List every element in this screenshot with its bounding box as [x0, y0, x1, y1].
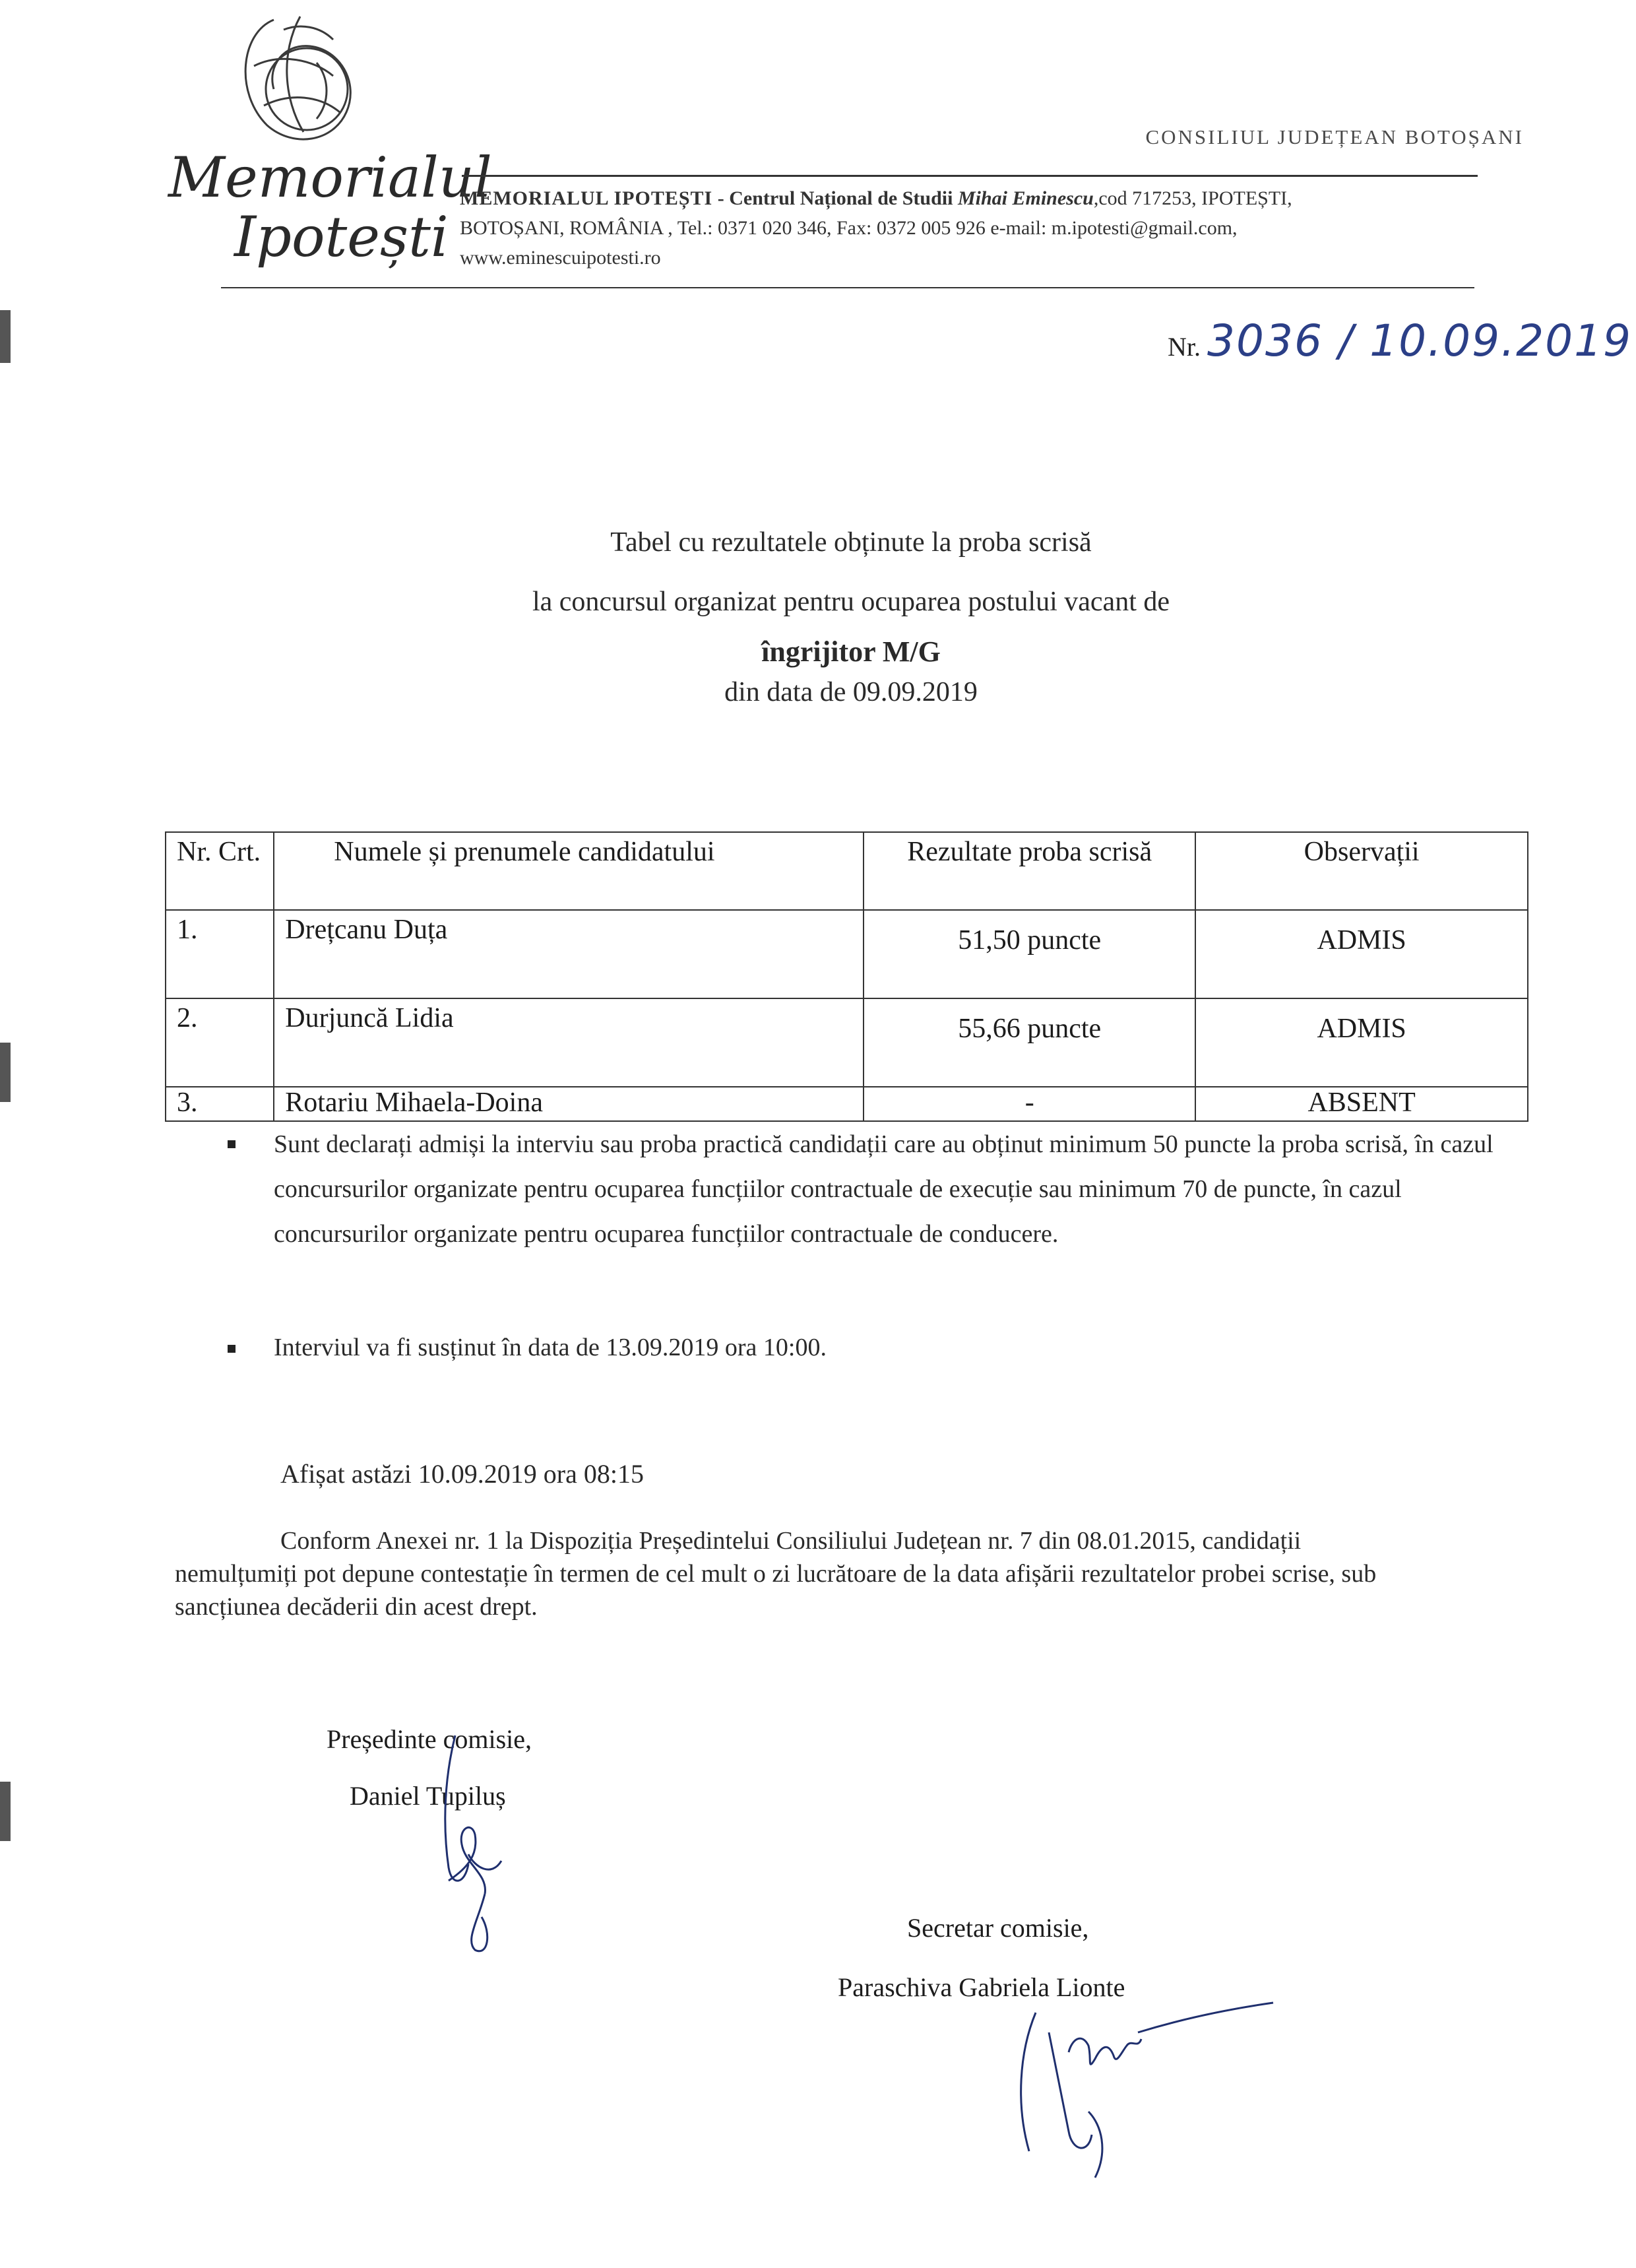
cell-result: 55,66 puncte	[864, 998, 1195, 1087]
eminescu-name: Mihai Eminescu	[957, 187, 1094, 209]
president-title: Președinte comisie,	[327, 1724, 532, 1754]
bullet-icon	[228, 1140, 236, 1148]
cell-result: -	[864, 1087, 1195, 1121]
cell-observation: ABSENT	[1195, 1087, 1528, 1121]
cell-name: Drețcanu Duța	[274, 910, 864, 998]
title-line1: Tabel cu rezultatele obținute la proba scrisă	[610, 527, 1092, 558]
secretary-name: Paraschiva Gabriela Lionte	[838, 1972, 1125, 2002]
org-name: MEMORIALUL IPOTEȘTI	[460, 187, 713, 209]
postal-code: ,cod 717253, IPOTEȘTI,	[1093, 187, 1292, 209]
table-header-row	[166, 832, 1528, 910]
scan-edge-mark	[0, 310, 11, 363]
col-header-nr: Nr. Crt.	[166, 832, 274, 910]
results-table	[165, 831, 1528, 1122]
table-row	[166, 998, 1528, 1087]
memorial-logo	[168, 13, 492, 277]
cell-name: Rotariu Mihaela-Doina	[274, 1087, 864, 1121]
logo-text-line1: Memorialul	[168, 145, 492, 210]
appeal-notice: Conform Anexei nr. 1 la Dispoziția Președintelui Consiliului Județean nr. 7 din 08.01.2015, candidații nemulțumiți pot depune contestație în termen de cel mult o zi lucrătoare de la data afișării rezultatelor probei scrise, sub sancțiunea decăderii din acest drept.	[175, 1527, 1377, 1621]
president-signature-icon	[429, 1722, 528, 1953]
council-name: CONSILIUL JUDEȚEAN BOTOȘANI	[1145, 125, 1524, 148]
cell-name: Durjuncă Lidia	[274, 998, 864, 1087]
address-line2: BOTOȘANI, ROMÂNIA , Tel.: 0371 020 346, Fax: 0372 005 926 e-mail: m.ipotesti@gmail.com,	[460, 217, 1238, 239]
registration-label: Nr.	[1168, 332, 1201, 362]
cell-nr: 2.	[166, 998, 274, 1087]
exam-date: din data de 09.09.2019	[724, 677, 978, 707]
president-name: Daniel Tupiluș	[350, 1781, 506, 1811]
secretary-signature-icon	[1009, 1993, 1286, 2191]
scan-edge-mark	[0, 1782, 11, 1841]
header-bottom-divider	[221, 287, 1474, 288]
interview-note: Interviul va fi susținut în data de 13.09.2019 ora 10:00.	[274, 1334, 827, 1361]
bullet-icon	[228, 1345, 236, 1353]
col-header-name: Numele și prenumele candidatului	[274, 832, 864, 910]
col-header-observations: Observații	[1195, 832, 1528, 910]
website: www.eminescuipotesti.ro	[460, 247, 661, 269]
header-divider	[462, 175, 1478, 177]
cell-nr: 3.	[166, 1087, 274, 1121]
cell-observation: ADMIS	[1195, 998, 1528, 1087]
cell-observation: ADMIS	[1195, 910, 1528, 998]
table-row	[166, 910, 1528, 998]
col-header-result: Rezultate proba scrisă	[864, 832, 1195, 910]
cell-result: 51,50 puncte	[864, 910, 1195, 998]
secretary-title: Secretar comisie,	[907, 1913, 1089, 1943]
table-row	[166, 1087, 1528, 1121]
title-line2: la concursul organizat pentru ocuparea postului vacant de	[532, 587, 1170, 617]
registration-value: 3036 / 10.09.2019	[1207, 315, 1633, 366]
cell-nr: 1.	[166, 910, 274, 998]
position-name: îngrijitor M/G	[761, 635, 941, 668]
scan-edge-mark	[0, 1043, 11, 1102]
institution-address	[460, 183, 1489, 273]
center-name: - Centrul Național de Studii	[712, 187, 958, 209]
registration-number	[1168, 315, 1632, 366]
admission-note: Sunt declarați admiși la interviu sau proba practică candidații care au obținut minimum 50 puncte la proba scrisă, în cazul concursurilor organizate pentru ocuparea funcțiilor contractuale de execuție sau minimum 70 de puncte, în cazul concursurilor organizate pentru ocuparea funcțiilor contractuale de conducere.	[274, 1130, 1494, 1248]
posting-date: Afișat astăzi 10.09.2019 ora 08:15	[280, 1459, 644, 1489]
logo-text-line2: Ipotești	[234, 205, 449, 269]
address-line1	[460, 183, 1489, 213]
